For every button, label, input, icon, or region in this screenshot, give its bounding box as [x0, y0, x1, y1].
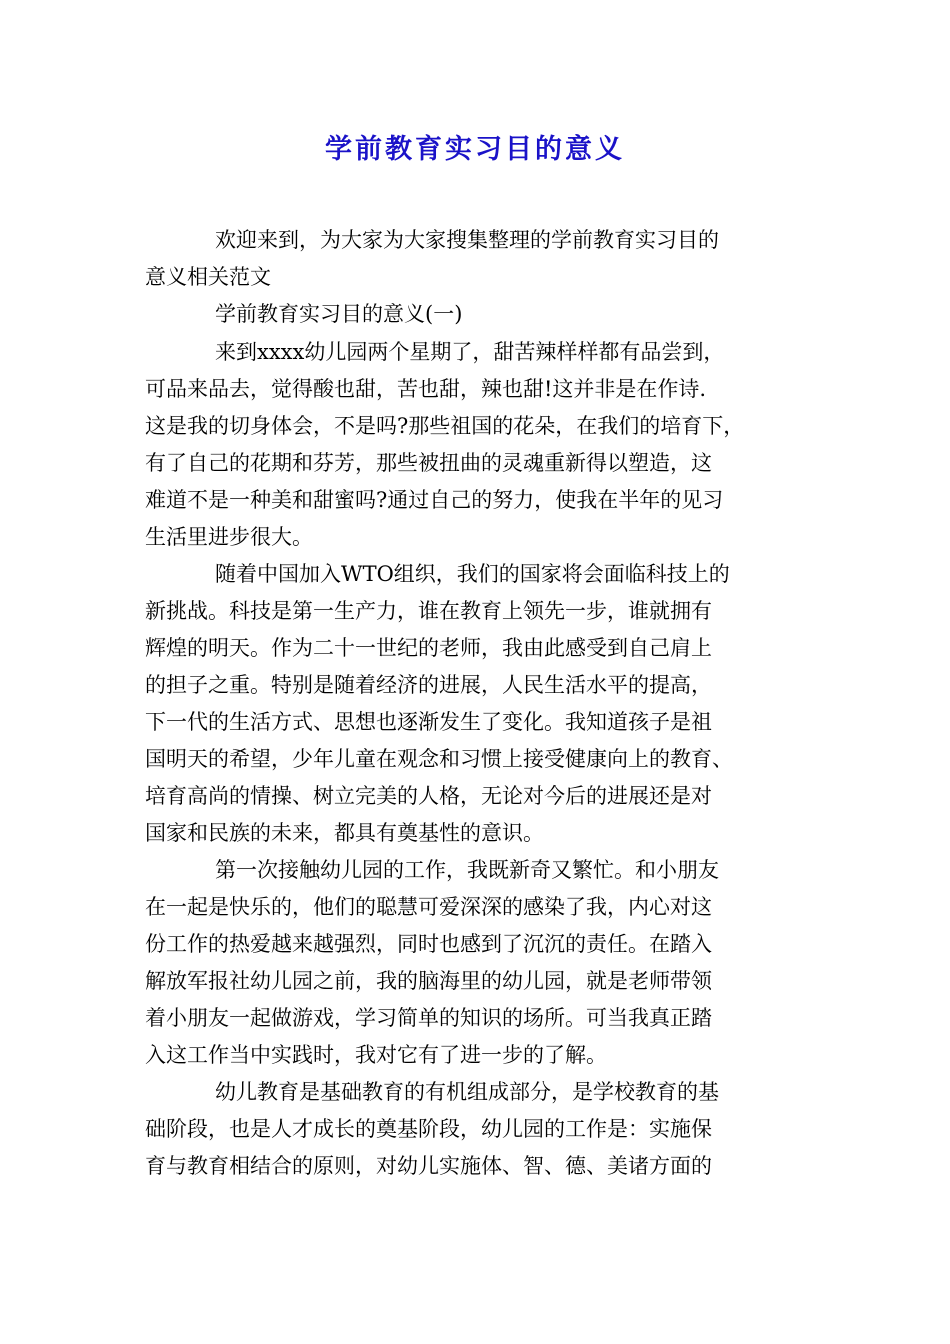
paragraph-line: 这是我的切身体会，不是吗?那些祖国的花朵，在我们的培育下， [145, 414, 745, 438]
paragraph-line: 意义相关范文 [145, 265, 271, 289]
paragraph-line: 着小朋友一起做游戏，学习简单的知识的场所。可当我真正踏 [145, 1006, 712, 1030]
paragraph-line: 欢迎来到，为大家为大家搜集整理的学前教育实习目的 [215, 228, 719, 252]
section-heading: 学前教育实习目的意义(一) [215, 302, 463, 326]
paragraph-line: 国明天的希望，少年儿童在观念和习惯上接受健康向上的教育、 [145, 747, 733, 771]
paragraph-line: 下一代的生活方式、思想也逐渐发生了变化。我知道孩子是祖 [145, 710, 712, 734]
paragraph-line: 育与教育相结合的原则，对幼儿实施体、智、德、美诸方面的 [145, 1154, 712, 1178]
paragraph-line: 来到xxxx幼儿园两个星期了，甜苦辣样样都有品尝到， [215, 340, 725, 364]
paragraph-line: 难道不是一种美和甜蜜吗?通过自己的努力，使我在半年的见习 [145, 488, 724, 512]
paragraph-line: 新挑战。科技是第一生产力，谁在教育上领先一步，谁就拥有 [145, 599, 712, 623]
document-title: 学前教育实习目的意义 [325, 134, 625, 165]
paragraph-line: 有了自己的花期和芬芳，那些被扭曲的灵魂重新得以塑造，这 [145, 451, 712, 475]
paragraph-line: 第一次接触幼儿园的工作，我既新奇又繁忙。和小朋友 [215, 858, 719, 882]
paragraph-line: 份工作的热爱越来越强烈，同时也感到了沉沉的责任。在踏入 [145, 932, 712, 956]
paragraph-line: 国家和民族的未来，都具有奠基性的意识。 [145, 821, 544, 845]
paragraph-line: 入这工作当中实践时，我对它有了进一步的了解。 [145, 1043, 607, 1067]
paragraph-line: 培育高尚的情操、树立完美的人格，无论对今后的进展还是对 [145, 784, 712, 808]
paragraph-line: 可品来品去，觉得酸也甜，苦也甜，辣也甜!这并非是在作诗. [145, 377, 707, 401]
paragraph-line: 随着中国加入WTO组织，我们的国家将会面临科技上的 [215, 562, 730, 586]
paragraph-line: 辉煌的明天。作为二十一世纪的老师，我由此感受到自己肩上 [145, 636, 712, 660]
paragraph-line: 解放军报社幼儿园之前，我的脑海里的幼儿园，就是老师带领 [145, 969, 712, 993]
paragraph-line: 的担子之重。特别是随着经济的进展，人民生活水平的提高， [145, 673, 712, 697]
paragraph-line: 幼儿教育是基础教育的有机组成部分，是学校教育的基 [215, 1080, 719, 1104]
paragraph-line: 生活里进步很大。 [145, 525, 313, 549]
paragraph-line: 础阶段，也是人才成长的奠基阶段，幼儿园的工作是：实施保 [145, 1117, 712, 1141]
paragraph-line: 在一起是快乐的，他们的聪慧可爱深深的感染了我，内心对这 [145, 895, 712, 919]
